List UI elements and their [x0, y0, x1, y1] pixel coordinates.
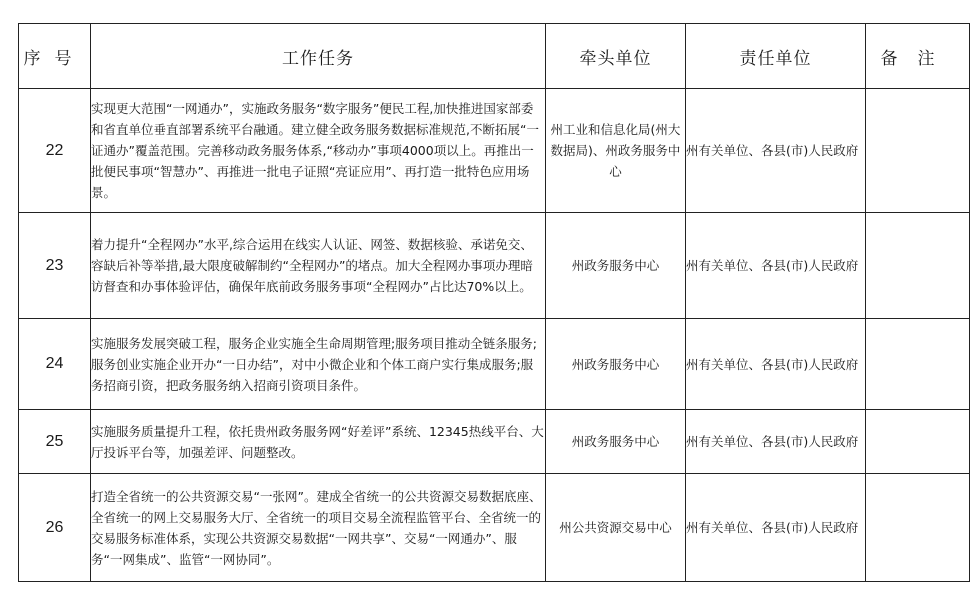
table-row: [19, 89, 970, 213]
lead-unit: 州政务服务中心: [546, 410, 686, 474]
table-row: [19, 319, 970, 410]
task-description: 打造全省统一的公共资源交易“一张网”。建成全省统一的公共资源交易数据底座、全省统一的网上交易服务大厅、全省统一的项目交易全流程监管平台、全省统一的交易服务标准体系，实现公共资源交易数据“一网共享”、交易“一网通办”、服务“一网集成”、监管“一网协同”。: [91, 474, 546, 582]
responsible-unit: 州有关单位、各县(市)人民政府: [686, 213, 866, 319]
row-number: 23: [19, 213, 91, 319]
header-responsible-unit: 责任单位: [686, 24, 866, 89]
table-row: [19, 213, 970, 319]
lead-unit: 州工业和信息化局(州大数据局)、州政务服务中心: [546, 89, 686, 213]
row-number: 25: [19, 410, 91, 474]
task-description: 着力提升“全程网办”水平,综合运用在线实人认证、网签、数据核验、承诺免交、容缺后补等举措,最大限度破解制约“全程网办”的堵点。加大全程网办事项办理暗访督查和办事体验评估，确保年底前政务服务事项“全程网办”占比达70%以上。: [91, 213, 546, 319]
row-number: 24: [19, 319, 91, 410]
remark: [866, 319, 970, 410]
header-lead-unit: 牵头单位: [546, 24, 686, 89]
lead-unit: 州政务服务中心: [546, 319, 686, 410]
header-seq: 序号: [19, 24, 91, 89]
table-row: [19, 474, 970, 582]
remark: [866, 474, 970, 582]
responsible-unit: 州有关单位、各县(市)人民政府: [686, 474, 866, 582]
task-description: 实现更大范围“一网通办”，实施政务服务“数字服务”便民工程,加快推进国家部委和省直单位垂直部署系统平台融通。建立健全政务服务数据标准规范,不断拓展“一证通办”覆盖范围。完善移动政务服务体系,“移动办”事项4000项以上。再推出一批便民事项“智慧办”、再推进一批电子证照“亮证应用”、再打造一批特色应用场景。: [91, 89, 546, 213]
remark: [866, 213, 970, 319]
row-number: 22: [19, 89, 91, 213]
responsible-unit: 州有关单位、各县(市)人民政府: [686, 410, 866, 474]
task-description: 实施服务质量提升工程，依托贵州政务服务网“好差评”系统、12345热线平台、大厅投诉平台等，加强差评、问题整改。: [91, 410, 546, 474]
responsible-unit: 州有关单位、各县(市)人民政府: [686, 319, 866, 410]
task-table: [18, 23, 970, 582]
remark: [866, 89, 970, 213]
row-number: 26: [19, 474, 91, 582]
table-row: [19, 410, 970, 474]
lead-unit: 州政务服务中心: [546, 213, 686, 319]
task-description: 实施服务发展突破工程，服务企业实施全生命周期管理;服务项目推动全链条服务;服务创业实施企业开办“一日办结”，对中小微企业和个体工商户实行集成服务;服务招商引资，把政务服务纳入招商引资项目条件。: [91, 319, 546, 410]
header-task: 工作任务: [91, 24, 546, 89]
lead-unit: 州公共资源交易中心: [546, 474, 686, 582]
header-row: [19, 24, 970, 89]
header-remarks: 备注: [866, 24, 970, 89]
responsible-unit: 州有关单位、各县(市)人民政府: [686, 89, 866, 213]
remark: [866, 410, 970, 474]
